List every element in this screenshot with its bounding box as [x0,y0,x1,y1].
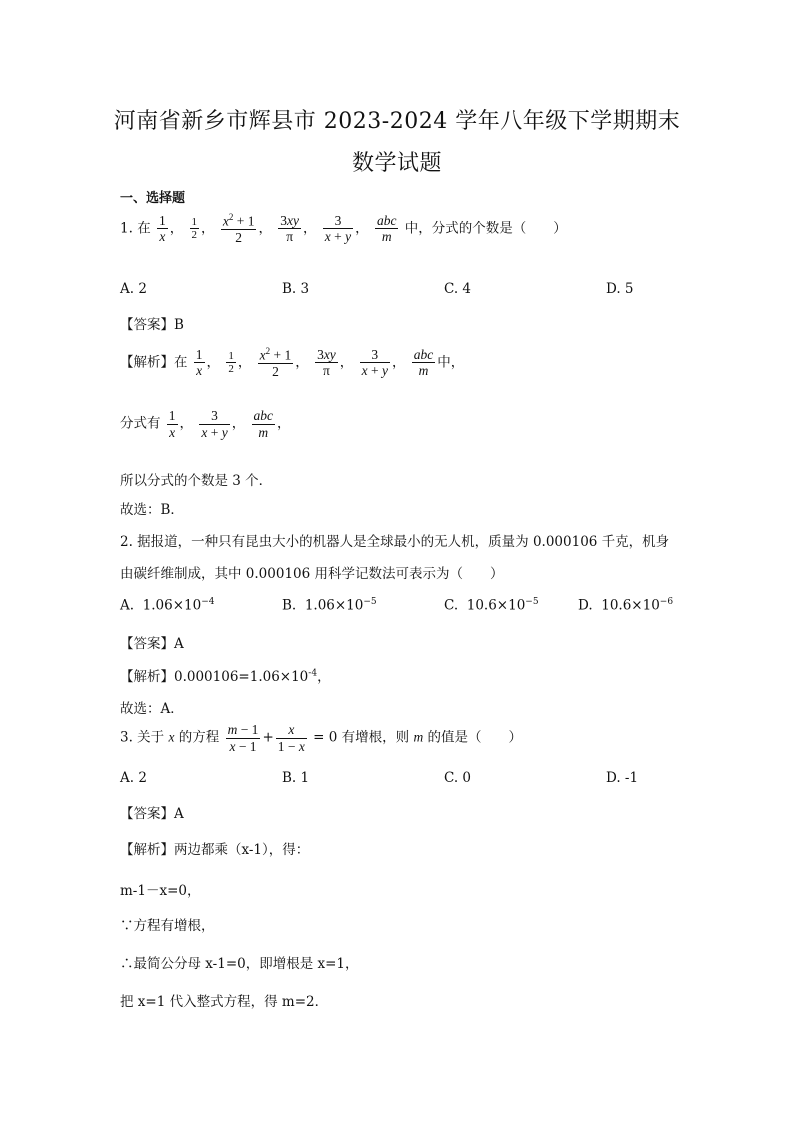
frac-x2plus1-over-2: $\frac{x^2 + 1}{2}$ [259,346,292,380]
q3-step3: ∴最简公分母 x-1=0，即增根是 x=1， [120,956,359,972]
q1-option-c: C. 4 [444,281,472,297]
q3-step1: m-1－x=0， [120,883,201,899]
q1-answer: 【答案】B [120,317,184,333]
question-3: 3. 关于 x 的方程 $\frac{m - 1}{x - 1}$ + $\frac{x}{1 - x}$ = 0 有增根，则 m 的值是（ ） [120,722,522,754]
q2-option-d: D. $10.6\times 10^{-6}$ [578,597,674,614]
q1-fenshi: 分式有 $\frac{1}{x}$ ， $\frac{3}{x + y}$ ， abc m ， [120,408,291,440]
q1-fenshi-label: 分式有 [120,415,161,432]
q1-option-b: B. 3 [282,281,310,297]
q3-option-a: A. 2 [120,770,147,786]
q2-option-b: B. $1.06\times 10^{-5}$ [282,597,377,614]
q2-choose: 故选：A． [120,701,184,717]
q1-pre: 在 [137,220,151,237]
frac-1-over-x: $\frac{1}{x}$ [195,346,203,379]
q1-option-a: A. 2 [120,281,147,297]
frac-3-over-xplusy: $\frac{3}{x + y}$ [201,408,228,440]
q1-jiexi-label: 【解析】在 [120,354,188,371]
q3-option-b: B. 1 [282,770,310,786]
q1-choose: 故选：B． [120,502,184,518]
q2-option-c: C. $10.6\times 10^{-5}$ [444,597,539,614]
q1-jiexi-end: 中， [437,354,465,371]
q3-explanation: 【解析】两边都乘（x-1），得： [120,842,310,858]
frac-3-over-xplusy: $\frac{3}{x + y}$ [361,346,388,379]
frac-3xy-over-pi: $\frac{3xy}{\pi}$ [317,346,336,379]
q2-explanation: 【解析】$0.000106=1.06\times 10^{-4}$， [120,668,331,685]
frac-abc-over-m: abc m [376,212,397,245]
frac-m-minus-1-over-x-minus-1: $\frac{m - 1}{x - 1}$ [227,722,259,754]
frac-3-over-xplusy: $\frac{3}{x + y}$ [324,212,352,245]
frac-3xy-over-pi: $\frac{3xy}{\pi}$ [280,212,299,245]
frac-x2plus1-over-2: $\frac{x^2 + 1}{2}$ [222,212,255,246]
frac-1-over-2: $\frac{1}{2}$ [191,215,198,242]
q3-step4: 把 x=1 代入整式方程，得 m=2． [120,994,329,1010]
frac-1-over-x: $\frac{1}{x}$ [158,212,166,245]
q3-option-c: C. 0 [444,770,472,786]
page-subtitle: 数学试题 [351,151,442,176]
page-title: 河南省新乡市辉县市 2023-2024 学年八年级下学期期末 [113,109,681,134]
q1-mid: 中，分式的个数是（ ） [404,220,567,237]
frac-abc-over-m: abc m [253,408,274,440]
q3-step2: ∵方程有增根， [120,918,215,934]
question-1: 1. 在 $\frac{1}{x}$ ， $\frac{1}{2}$ ， $\frac{x^2 + 1}{2}$ ， $\frac{3xy}{\pi}$ ， $\frac{3}{x + y}$ ， abc m 中，分式的个数是（ ） [120,212,567,246]
q1-count-text: 所以分式的个数是 3 个． [120,473,273,489]
q1-number: 1. [120,220,133,237]
section-heading: 一、选择题 [120,191,186,206]
q3-option-d: D. -1 [606,770,639,786]
q2-line1: 2. 据报道，一种只有昆虫大小的机器人是全球最小的无人机，质量为 0.000106 千克，机身 [120,534,670,550]
frac-1-over-x: $\frac{1}{x}$ [168,408,176,440]
q2-option-a: A. $1.06\times 10^{-4}$ [120,597,215,614]
q2-answer: 【答案】A [120,636,184,652]
q1-option-d: D. 5 [606,281,634,297]
frac-1-over-2: $\frac{1}{2}$ [228,349,234,376]
frac-abc-over-m: abc m [413,346,434,379]
q1-explanation: 【解析】在 $\frac{1}{x}$ ， $\frac{1}{2}$ ， $\frac{x^2 + 1}{2}$ ， $\frac{3xy}{\pi}$ ， $\frac{3}{x + y}$ ， abc m 中， [120,346,465,380]
q2-line2: 由碳纤维制成，其中 0.000106 用科学记数法可表示为（ ） [120,566,504,582]
frac-x-over-1-minus-x: $\frac{x}{1 - x}$ [277,722,305,754]
q3-answer: 【答案】A [120,806,184,822]
